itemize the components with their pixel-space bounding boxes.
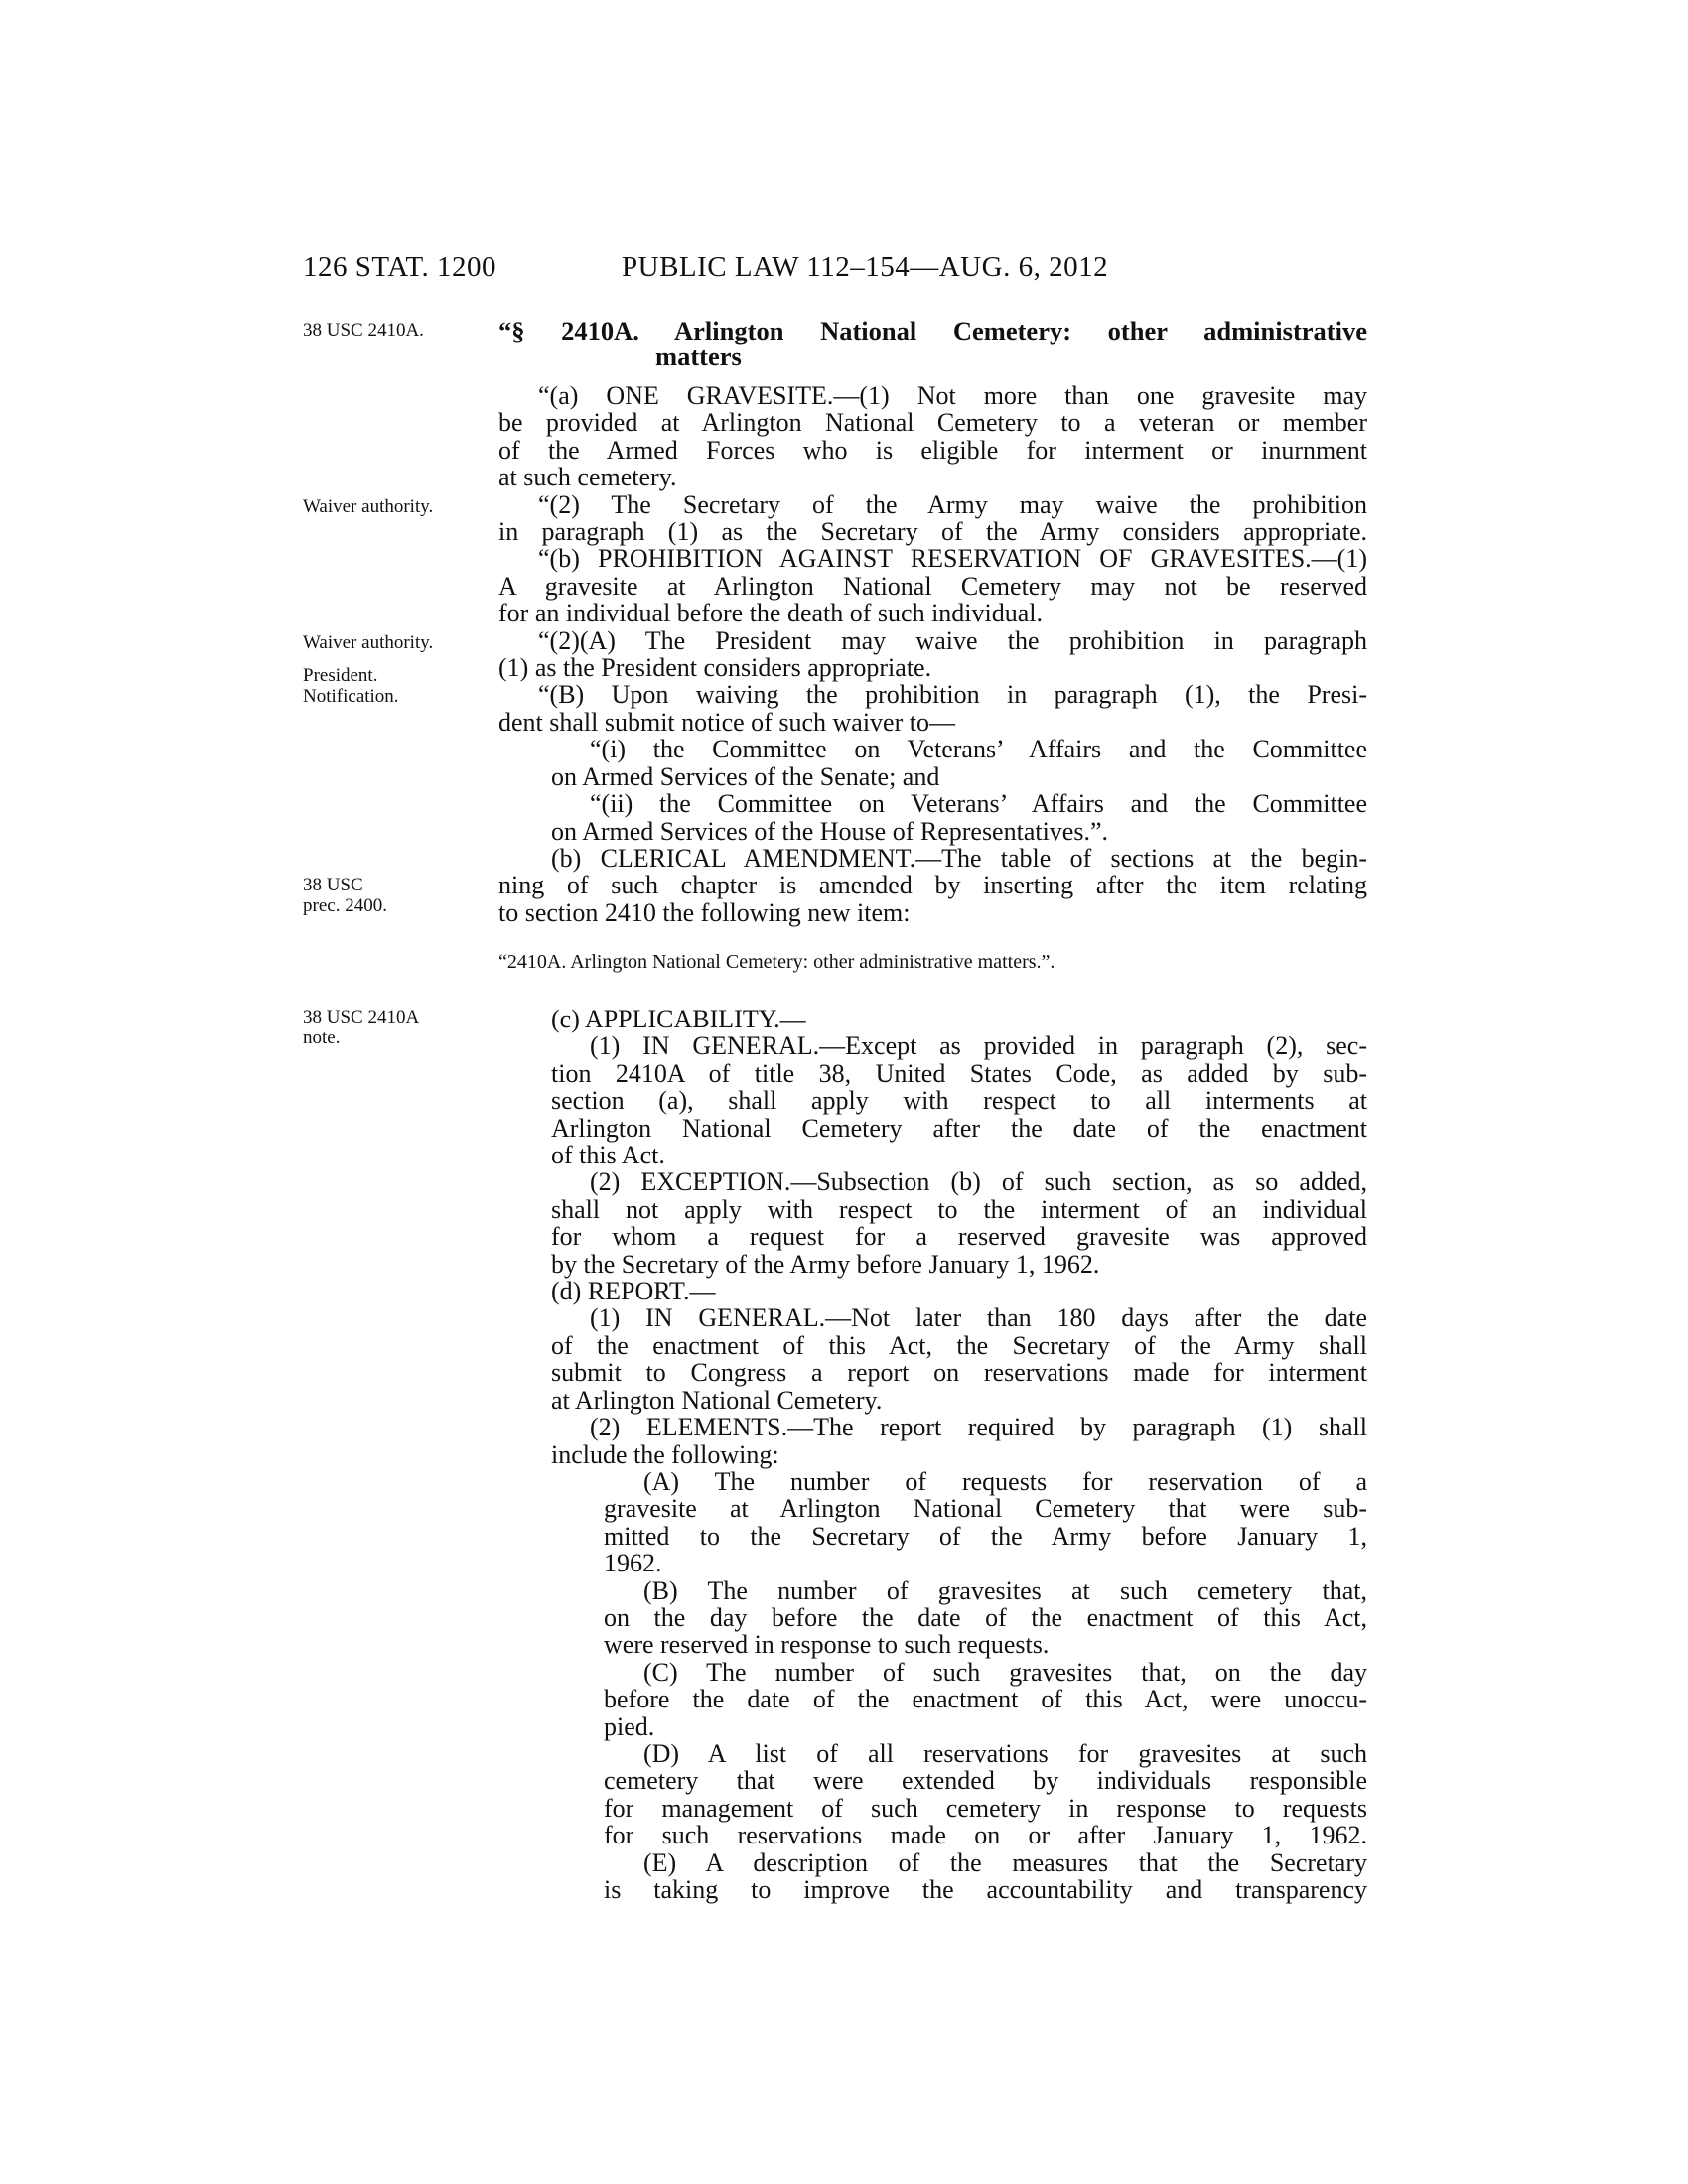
table-of-sections-item: “2410A. Arlington National Cemetery: other administrative matters.”. bbox=[498, 951, 1055, 973]
text-line: A gravesite at Arlington National Cemetery may not be reserved bbox=[498, 571, 1367, 601]
text-line: cemetery that were extended by individuals responsible bbox=[604, 1766, 1367, 1796]
text-line: (D) A list of all reservations for gravesites at such bbox=[643, 1738, 1367, 1768]
section-heading bbox=[498, 318, 1367, 369]
text-line: on Armed Services of the Senate; and bbox=[551, 761, 940, 791]
margin-note-waiver: Waiver authority. bbox=[303, 496, 434, 517]
text-line: before the date of the enactment of this Act, were unoccu- bbox=[604, 1685, 1367, 1714]
text-line: of the Armed Forces who is eligible for interment or inurnment bbox=[498, 435, 1367, 465]
text-line: by the Secretary of the Army before January 1, 1962. bbox=[551, 1249, 1100, 1279]
page-header-title: PUBLIC LAW 112–154—AUG. 6, 2012 bbox=[622, 251, 1109, 283]
text-line: (1) IN GENERAL.—Except as provided in paragraph (2), sec- bbox=[590, 1031, 1367, 1061]
text-line: is taking to improve the accountability and transparency bbox=[604, 1875, 1367, 1904]
text-line: (2) ELEMENTS.—The report required by paragraph (1) shall bbox=[590, 1413, 1367, 1442]
text-line: (1) as the President considers appropriate. bbox=[498, 653, 932, 683]
text-line: at such cemetery. bbox=[498, 463, 677, 492]
text-line: on Armed Services of the House of Representatives.”. bbox=[551, 816, 1109, 846]
text-line: include the following: bbox=[551, 1439, 779, 1469]
margin-note-usc: 38 USC 2410A. bbox=[303, 320, 424, 341]
text-line: (A) The number of requests for reservation of a bbox=[643, 1466, 1367, 1496]
margin-note-president: President. bbox=[303, 665, 378, 686]
margin-note-waiver: Waiver authority. bbox=[303, 632, 434, 653]
text-line: for such reservations made on or after January 1, 1962. bbox=[604, 1821, 1367, 1850]
text-line: (E) A description of the measures that the Secretary bbox=[643, 1847, 1367, 1877]
text-line: “(B) Upon waiving the prohibition in paragraph (1), the Presi- bbox=[538, 680, 1367, 710]
text-line: for an individual before the death of such individual. bbox=[498, 599, 1044, 628]
text-line: “(b) PROHIBITION AGAINST RESERVATION OF GRAVESITES.—(1) bbox=[538, 544, 1367, 574]
margin-note-usc-prec: prec. 2400. bbox=[303, 895, 387, 916]
text-line: mitted to the Secretary of the Army before January 1, bbox=[604, 1521, 1367, 1551]
text-line: dent shall submit notice of such waiver to— bbox=[498, 707, 955, 737]
text-line: Arlington National Cemetery after the date of the enactment bbox=[551, 1113, 1367, 1143]
text-line: for whom a request for a reserved gravesite was approved bbox=[551, 1222, 1367, 1252]
text-line: (C) The number of such gravesites that, on the day bbox=[643, 1657, 1367, 1687]
text-line: of this Act. bbox=[551, 1141, 665, 1170]
page-reference: 126 STAT. 1200 bbox=[303, 251, 497, 283]
text-line: to section 2410 the following new item: bbox=[498, 897, 911, 927]
text-line: “(i) the Committee on Veterans’ Affairs and the Committee bbox=[590, 735, 1367, 764]
text-line: “(ii) the Committee on Veterans’ Affairs and the Committee bbox=[590, 789, 1367, 819]
text-line: 1962. bbox=[604, 1549, 662, 1578]
text-line: tion 2410A of title 38, United States Code, as added by sub- bbox=[551, 1058, 1367, 1088]
text-line: were reserved in response to such requests. bbox=[604, 1630, 1050, 1660]
text-line: on the day before the date of the enactment of this Act, bbox=[604, 1602, 1367, 1632]
margin-note-usc-note: 38 USC 2410A bbox=[303, 1007, 420, 1027]
section-body-continued bbox=[498, 1006, 1367, 1903]
text-line: (b) CLERICAL AMENDMENT.—The table of sections at the begin- bbox=[551, 843, 1367, 873]
text-line: (B) The number of gravesites at such cemetery that, bbox=[643, 1575, 1367, 1605]
text-line: pied. bbox=[604, 1711, 655, 1741]
text-line: (2) EXCEPTION.—Subsection (b) of such section, as so added, bbox=[590, 1167, 1367, 1197]
text-line: (1) IN GENERAL.—Not later than 180 days after the date bbox=[590, 1303, 1367, 1333]
text-line: “(2)(A) The President may waive the prohibition in paragraph bbox=[538, 625, 1367, 655]
heading-line: “§ 2410A. Arlington National Cemetery: other administrative bbox=[498, 316, 1367, 345]
text-line: (d) REPORT.— bbox=[551, 1277, 716, 1306]
text-line: gravesite at Arlington National Cemetery that were sub- bbox=[604, 1494, 1367, 1524]
margin-note-usc-prec: 38 USC bbox=[303, 875, 363, 895]
text-line: at Arlington National Cemetery. bbox=[551, 1385, 883, 1415]
text-line: of the enactment of this Act, the Secretary of the Army shall bbox=[551, 1330, 1367, 1360]
text-line: be provided at Arlington National Cemetery to a veteran or member bbox=[498, 408, 1367, 438]
text-line: “(2) The Secretary of the Army may waive the prohibition bbox=[538, 489, 1367, 519]
text-line: submit to Congress a report on reservations made for interment bbox=[551, 1358, 1367, 1388]
text-line: for management of such cemetery in response to requests bbox=[604, 1793, 1367, 1823]
text-line: shall not apply with respect to the interment of an individual bbox=[551, 1194, 1367, 1224]
text-line: section (a), shall apply with respect to all interments at bbox=[551, 1086, 1367, 1116]
margin-note-notification: Notification. bbox=[303, 686, 399, 707]
heading-line: matters bbox=[655, 341, 742, 371]
section-body bbox=[498, 382, 1367, 926]
text-line: in paragraph (1) as the Secretary of the Army considers appropriate. bbox=[498, 517, 1367, 547]
text-line: “(a) ONE GRAVESITE.—(1) Not more than one gravesite may bbox=[538, 381, 1367, 410]
text-line: (c) APPLICABILITY.— bbox=[551, 1005, 806, 1033]
text-line: ning of such chapter is amended by inserting after the item relating bbox=[498, 871, 1367, 900]
margin-note-usc-note: note. bbox=[303, 1027, 341, 1048]
